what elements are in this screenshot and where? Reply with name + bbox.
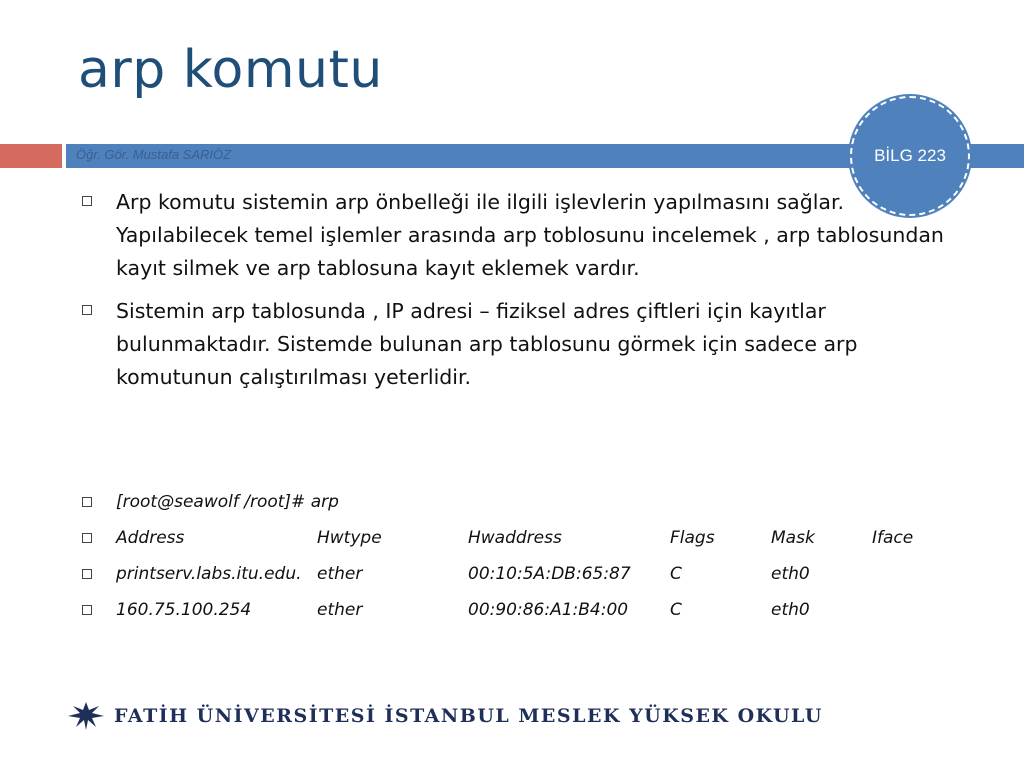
accent-band-red [0,144,62,168]
bullet-square-icon [82,497,92,507]
bullet-text: Sistemin arp tablosunda , IP adresi – fiziksel adres çiftleri için kayıtlar bulunmaktadır. Sistemde bulunan arp tablosunu görmek için sadece arp komutunun çalıştırılması yeterlidir. [116,299,858,389]
footer-logo [66,700,823,732]
cell-hwtype: ether [317,600,363,620]
cell-flags: C [670,564,682,584]
arp-output [80,484,1000,628]
cell-mask: eth0 [771,564,810,584]
bullet-square-icon [82,533,92,543]
bullet-square-icon [82,569,92,579]
bullet-square-icon [82,196,92,206]
command-line [80,484,1000,520]
bullet-square-icon [82,305,92,315]
footer-text: FATİH ÜNİVERSİTESİ İSTANBUL MESLEK YÜKSEK OKULU [114,705,823,727]
bullet-item [80,186,950,285]
header-mask: Mask [771,528,815,548]
university-logo-icon [66,700,106,732]
cell-hwaddress: 00:10:5A:DB:65:87 [468,564,631,584]
bullet-text: Arp komutu sistemin arp önbelleği ile ilgili işlevlerin yapılmasını sağlar. Yapılabilecek temel işlemler arasında arp toblosunu incelemek , arp tablosundan kayıt silmek ve arp tablosuna kayıt eklemek vardır. [116,190,944,280]
cell-hwaddress: 00:90:86:A1:B4:00 [468,600,629,620]
header-flags: Flags [670,528,715,548]
header-address: Address [116,528,185,548]
cell-address: printserv.labs.itu.edu. [116,564,302,584]
table-row [80,592,1000,628]
bullet-item [80,295,950,394]
table-row [80,556,1000,592]
header-iface: Iface [872,528,914,548]
slide-title: arp komutu [78,40,383,100]
command-text: [root@seawolf /root]# arp [116,492,339,512]
cell-flags: C [670,600,682,620]
cell-hwtype: ether [317,564,363,584]
bullet-square-icon [82,605,92,615]
author-name: Öğr. Gör. Mustafa SARIÖZ [76,147,232,162]
cell-address: 160.75.100.254 [116,600,252,620]
table-header-row [80,520,1000,556]
header-hwaddress: Hwaddress [468,528,562,548]
cell-mask: eth0 [771,600,810,620]
bullet-list [80,186,950,404]
course-code: BİLG 223 [874,146,946,165]
header-hwtype: Hwtype [317,528,382,548]
